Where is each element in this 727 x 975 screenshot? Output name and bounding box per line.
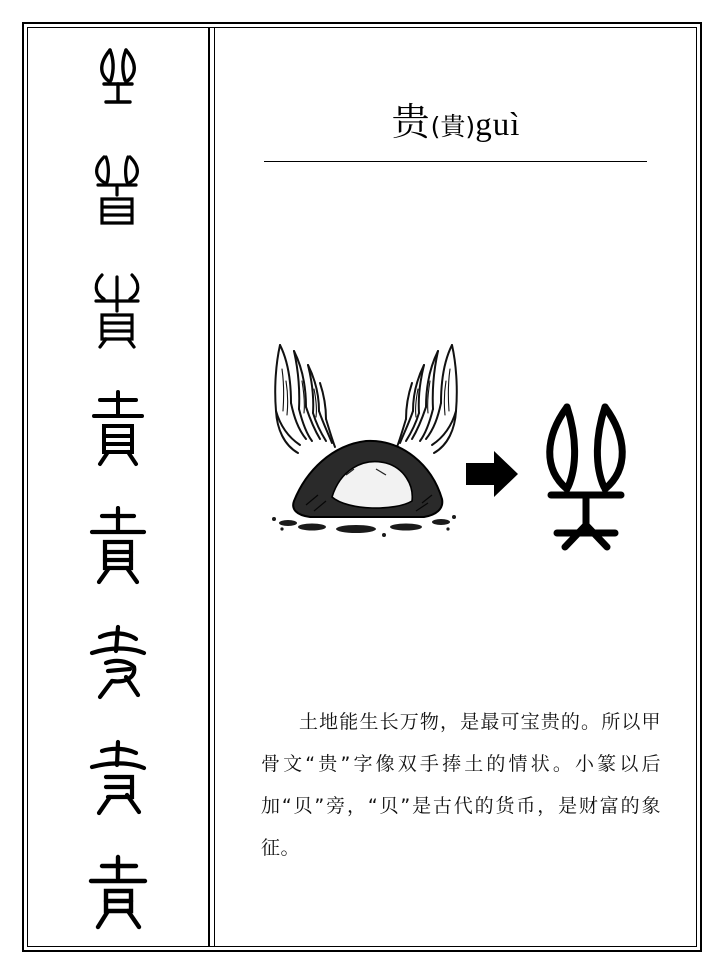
glyph-small-seal-script	[30, 269, 206, 351]
column-divider-thick	[208, 27, 210, 947]
hands-earth-drawing	[236, 329, 496, 559]
title-traditional-character: 貴	[440, 112, 466, 141]
oracle-bone-gui-icon	[521, 397, 651, 572]
entry-title	[216, 91, 696, 146]
glyph-clerical-script-2	[30, 506, 206, 586]
cursive-script-icon	[78, 623, 158, 701]
running-script-icon	[78, 739, 158, 817]
derivation-arrow	[464, 449, 520, 499]
glyph-oracle-bone-script	[30, 44, 206, 114]
derived-oracle-glyph	[521, 397, 651, 572]
title-simplified-character: 贵	[391, 100, 431, 144]
explanation-paragraph: 土地能生长万物，是最可宝贵的。所以甲骨文“贵”字像双手捧土的情状。小篆以后加“贝”旁，“贝”是古代的货币，是财富的象征。	[261, 711, 661, 859]
clerical-script-2-icon	[78, 506, 158, 586]
glyph-clerical-script-1	[30, 388, 206, 468]
glyph-cursive-script	[30, 623, 206, 701]
clerical-script-1-icon	[78, 388, 158, 468]
regular-script-icon	[78, 854, 158, 930]
explanation-text-block	[261, 701, 661, 869]
small-seal-script-icon	[78, 269, 158, 351]
title-underline-rule	[264, 161, 647, 162]
right-arrow-icon	[464, 449, 520, 499]
title-paren-open: (	[430, 112, 441, 141]
script-evolution-column	[30, 30, 206, 944]
column-divider-thin	[214, 27, 215, 947]
title-paren-close: )	[465, 112, 476, 141]
oracle-bone-script-icon	[80, 44, 156, 114]
entry-panel	[216, 29, 696, 945]
title-pinyin: guì	[475, 107, 521, 143]
bronze-script-icon	[78, 151, 158, 231]
glyph-bronze-script	[30, 151, 206, 231]
glyph-running-script	[30, 739, 206, 817]
glyph-regular-script	[30, 854, 206, 930]
